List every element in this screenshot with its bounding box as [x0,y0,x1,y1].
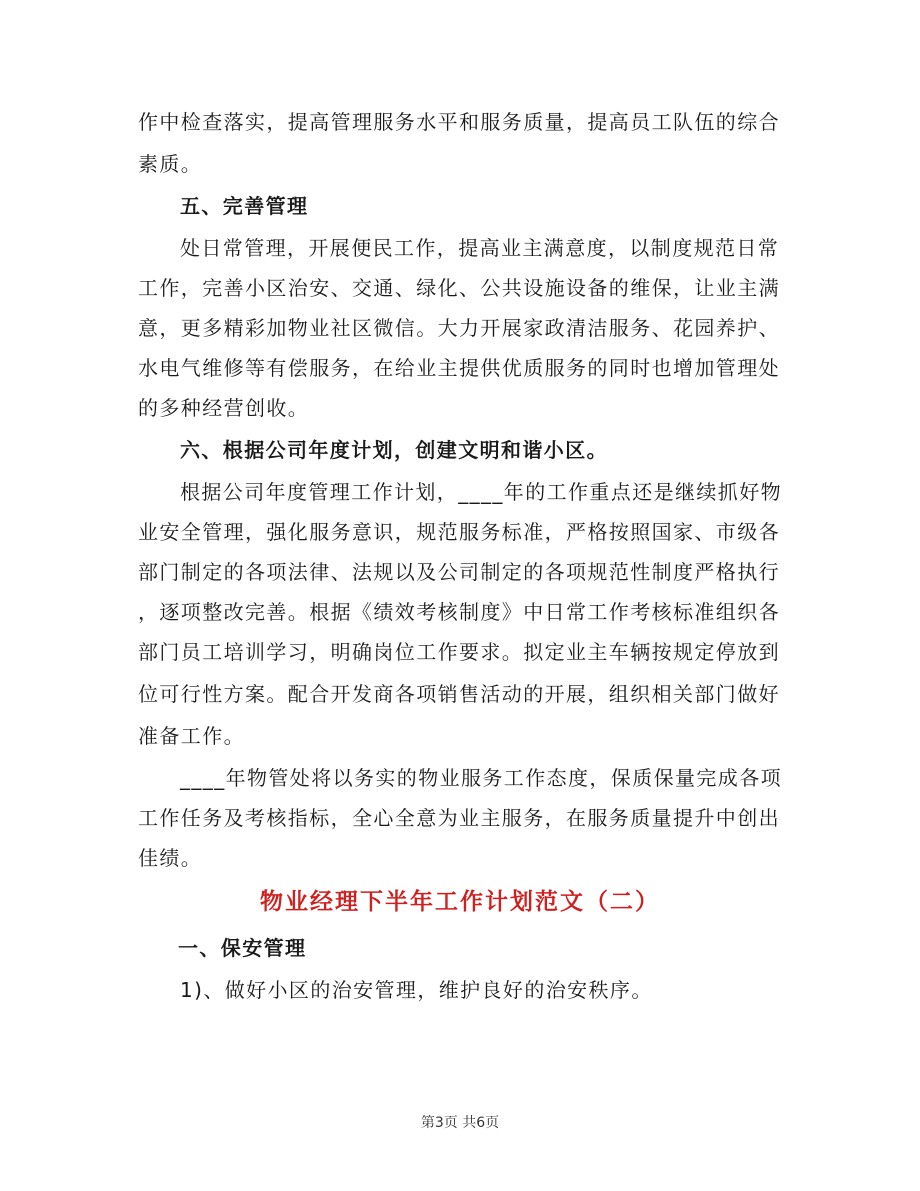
text-line: 意，更多精彩加物业社区微信。大力开展家政清洁服务、花园养护、 [138,316,780,340]
text-line: 佳绩。 [138,846,203,870]
text-line: 工作，完善小区治安、交通、绿化、公共设施设备的维保，让业主满 [138,276,780,300]
subsection-heading: 一、保安管理 [178,936,307,960]
section-title: 物业经理下半年工作计划范文（二） [260,889,660,915]
text-line: 的多种经营创收。 [138,396,310,420]
text-line: 处日常管理，开展便民工作，提高业主满意度，以制度规范日常 [180,236,780,260]
text-line: ____年物管处将以务实的物业服务工作态度，保质保量完成各项 [180,766,782,790]
section-heading-5: 五、完善管理 [180,194,309,218]
text-line: 素质。 [138,152,203,176]
text-line: ，逐项整改完善。根据《绩效考核制度》中日常工作考核标准组织各 [138,600,780,624]
text-line: 工作任务及考核指标，全心全意为业主服务，在服务质量提升中创出 [138,806,780,830]
text-line: 位可行性方案。配合开发商各项销售活动的开展，组织相关部门做好 [138,682,780,706]
text-line: 准备工作。 [138,724,245,748]
page-footer: 第3页 共6页 [420,1115,500,1131]
text-line: 水电气维修等有偿服务，在给业主提供优质服务的同时也增加管理处 [138,356,780,380]
text-line: 部门员工培训学习，明确岗位工作要求。拟定业主车辆按规定停放到 [138,640,780,664]
text-line: 根据公司年度管理工作计划，____年的工作重点还是继续抓好物 [180,480,782,504]
text-line: 部门制定的各项法律、法规以及公司制定的各项规范性制度严格执行 [138,560,780,584]
text-line: 1)、做好小区的治安管理，维护良好的治安秩序。 [180,978,653,1002]
text-line: 作中检查落实，提高管理服务水平和服务质量，提高员工队伍的综合 [138,110,780,134]
text-line: 业安全管理，强化服务意识，规范服务标准，严格按照国家、市级各 [138,520,780,544]
section-heading-6: 六、根据公司年度计划，创建文明和谐小区。 [180,438,608,462]
